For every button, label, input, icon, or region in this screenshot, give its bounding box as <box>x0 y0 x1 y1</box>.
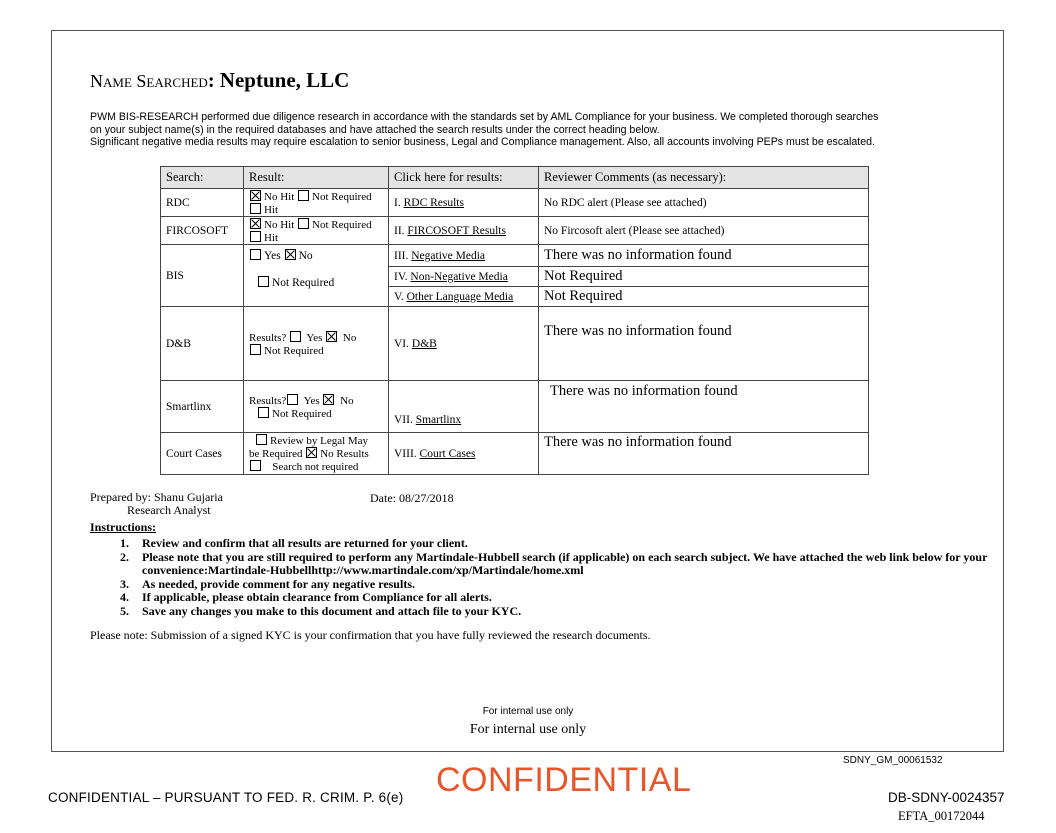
table-row-rdc <box>161 189 869 217</box>
link-prefix: I. <box>394 196 401 209</box>
option-label: Not Required <box>264 344 324 357</box>
header-click-results: Click here for results: <box>389 167 539 189</box>
list-item <box>120 537 990 551</box>
results-table <box>160 166 869 475</box>
checkbox[interactable] <box>258 276 269 287</box>
prepared-by <box>90 491 223 517</box>
link-prefix: VII. <box>394 414 413 426</box>
rdc-results-link[interactable]: RDC Results <box>403 196 464 209</box>
option-label: No <box>342 331 357 344</box>
checkbox[interactable] <box>290 331 301 342</box>
option-label: Hit <box>264 203 279 216</box>
checkbox-checked[interactable] <box>285 249 296 260</box>
item-text: Review and confirm that all results are returned for your client. <box>142 536 468 550</box>
list-item <box>120 591 990 605</box>
internal-use-label: For internal use only <box>469 722 587 737</box>
comment-smartlinx: There was no information found <box>539 381 869 433</box>
intro-line: Significant negative media results may require escalation to senior business, Legal and Compliance management. Also, all accounts involving PEPs must be escalated. <box>90 136 875 148</box>
option-label: No Results <box>320 448 369 460</box>
checkbox-checked[interactable] <box>250 190 261 201</box>
search-fircosoft: FIRCOSOFT <box>161 217 244 245</box>
option-label: Not Required <box>272 277 335 289</box>
option-label: No Hit <box>264 218 295 231</box>
item-text: As needed, provide comment for any negative results. <box>142 576 415 591</box>
option-label: Not Required <box>312 218 372 231</box>
table-row-court-cases <box>161 433 869 475</box>
table-row-bis <box>161 245 869 267</box>
comment-fircosoft: No Fircosoft alert (Please see attached) <box>539 217 869 245</box>
checkbox-checked[interactable] <box>306 447 317 458</box>
option-label: Yes <box>306 331 323 344</box>
checkbox-checked[interactable] <box>250 218 261 229</box>
item-text: Please note that you are still required to perform any Martindale-Hubbell search (if applicable) on each search subject. We have attached the web link below for your convenience:Martindale-Hubbellhttp://www.martindale.com/xp/Martindale/home.xml <box>142 549 988 577</box>
item-number: 3. <box>120 576 129 591</box>
checkbox[interactable] <box>298 190 309 201</box>
comment-negative-media: There was no information found <box>539 245 869 267</box>
link-prefix: V. <box>394 290 404 303</box>
link-cell-dnb <box>389 307 539 381</box>
intro-paragraph <box>90 111 990 149</box>
list-item <box>120 578 990 592</box>
option-label: Search not required <box>272 461 359 473</box>
list-item <box>120 605 990 619</box>
link-cell-court-cases <box>389 433 539 475</box>
checkbox[interactable] <box>250 460 261 471</box>
result-fircosoft <box>244 217 389 245</box>
link-prefix: III. <box>394 249 409 262</box>
results-label: Results? <box>249 331 287 344</box>
result-dnb <box>244 307 389 381</box>
submission-note: Please note: Submission of a signed KYC is your confirmation that you have fully reviewed the research documents. <box>90 628 651 642</box>
intro-line: on your subject name(s) in the required databases and have attached the search results under the correct heading below. <box>90 123 660 136</box>
comment-dnb: There was no information found <box>539 307 869 381</box>
header-search: Search: <box>161 167 244 189</box>
result-court-cases <box>244 433 389 475</box>
table-row-fircosoft <box>161 217 869 245</box>
option-label: Not Required <box>312 190 372 203</box>
option-label: Yes <box>303 394 320 407</box>
item-number: 4. <box>120 590 129 604</box>
intro-line: PWM BIS-RESEARCH performed due diligence research in accordance with the standards set by AML Compliance for your business. We completed thorough searches <box>90 111 879 123</box>
result-smartlinx <box>244 381 389 433</box>
link-prefix: IV. <box>394 270 408 283</box>
efta-number: EFTA_00172044 <box>898 809 985 823</box>
comment-non-negative-media: Not Required <box>539 267 869 287</box>
name-searched-label: Name Searched <box>90 71 208 91</box>
page-title <box>90 68 349 93</box>
link-cell-fircosoft <box>389 217 539 245</box>
option-label: be Required <box>249 448 303 460</box>
list-item <box>120 551 990 578</box>
confidential-stamp: CONFIDENTIAL <box>436 761 692 799</box>
table-row-dnb <box>161 307 869 381</box>
bates-number: DB-SDNY-0024357 <box>888 790 1005 805</box>
checkbox[interactable] <box>250 231 261 242</box>
checkbox[interactable] <box>287 394 298 405</box>
header-result: Result: <box>244 167 389 189</box>
link-cell-non-negative-media <box>389 267 539 287</box>
results-label: Results? <box>249 394 287 407</box>
item-number: 2. <box>120 549 129 564</box>
internal-use-label: For internal use only <box>482 706 574 717</box>
checkbox[interactable] <box>250 344 261 355</box>
option-label: Yes <box>264 250 281 262</box>
search-dnb: D&B <box>161 307 244 381</box>
option-label: Review by Legal May <box>270 435 369 447</box>
prepared-by-role: Research Analyst <box>127 503 211 517</box>
link-prefix: II. <box>394 224 405 237</box>
court-cases-link[interactable]: Court Cases <box>419 447 476 460</box>
header-reviewer-comments: Reviewer Comments (as necessary): <box>539 167 869 189</box>
prepared-date: Date: 08/27/2018 <box>370 491 454 505</box>
link-prefix: VI. <box>394 337 410 350</box>
search-smartlinx: Smartlinx <box>161 381 244 433</box>
checkbox[interactable] <box>250 203 261 214</box>
searched-name: Neptune, LLC <box>219 68 350 92</box>
prepared-by-name: Prepared by: Shanu Gujaria <box>90 490 223 504</box>
item-text: If applicable, please obtain clearance from Compliance for all alerts. <box>142 590 492 604</box>
non-negative-media-link[interactable]: Non-Negative Media <box>410 270 508 283</box>
checkbox[interactable] <box>258 407 269 418</box>
checkbox[interactable] <box>250 249 261 260</box>
table-header-row <box>161 167 869 189</box>
link-cell-negative-media <box>389 245 539 267</box>
item-number: 1. <box>120 536 129 550</box>
smartlinx-link[interactable]: Smartlinx <box>415 414 462 426</box>
comment-other-language-media: Not Required <box>539 287 869 307</box>
checkbox[interactable] <box>256 434 267 445</box>
result-bis <box>244 245 389 307</box>
comment-court-cases: There was no information found <box>539 433 869 475</box>
fircosoft-results-link[interactable]: FIRCOSOFT Results <box>407 224 506 237</box>
table-row-smartlinx <box>161 381 869 433</box>
option-label: No <box>340 394 354 407</box>
option-label: Hit <box>264 231 279 244</box>
link-cell-smartlinx <box>389 381 539 433</box>
search-rdc: RDC <box>161 189 244 217</box>
item-text: Save any changes you make to this document and attach file to your KYC. <box>142 603 522 618</box>
result-rdc <box>244 189 389 217</box>
checkbox-checked[interactable] <box>323 394 334 405</box>
link-cell-other-language-media <box>389 287 539 307</box>
option-label: Not Required <box>272 407 332 420</box>
bates-number: SDNY_GM_00061532 <box>843 755 943 766</box>
negative-media-link[interactable]: Negative Media <box>411 249 486 262</box>
checkbox[interactable] <box>298 218 309 229</box>
item-number: 5. <box>120 603 129 618</box>
instructions-list <box>120 537 990 618</box>
other-language-media-link[interactable]: Other Language Media <box>406 290 514 303</box>
comment-rdc: No RDC alert (Please see attached) <box>539 189 869 217</box>
checkbox-checked[interactable] <box>326 331 337 342</box>
name-colon: : <box>207 68 215 92</box>
search-bis: BIS <box>161 245 244 307</box>
dnb-link[interactable]: D&B <box>411 337 437 350</box>
link-cell-rdc <box>389 189 539 217</box>
search-court-cases: Court Cases <box>161 433 244 475</box>
option-label: No <box>298 250 313 262</box>
confidential-notice: CONFIDENTIAL – PURSUANT TO FED. R. CRIM. P. 6(e) <box>48 790 404 805</box>
option-label: No Hit <box>264 190 295 203</box>
instructions-title: Instructions: <box>90 520 157 534</box>
link-prefix: VIII. <box>394 447 417 460</box>
